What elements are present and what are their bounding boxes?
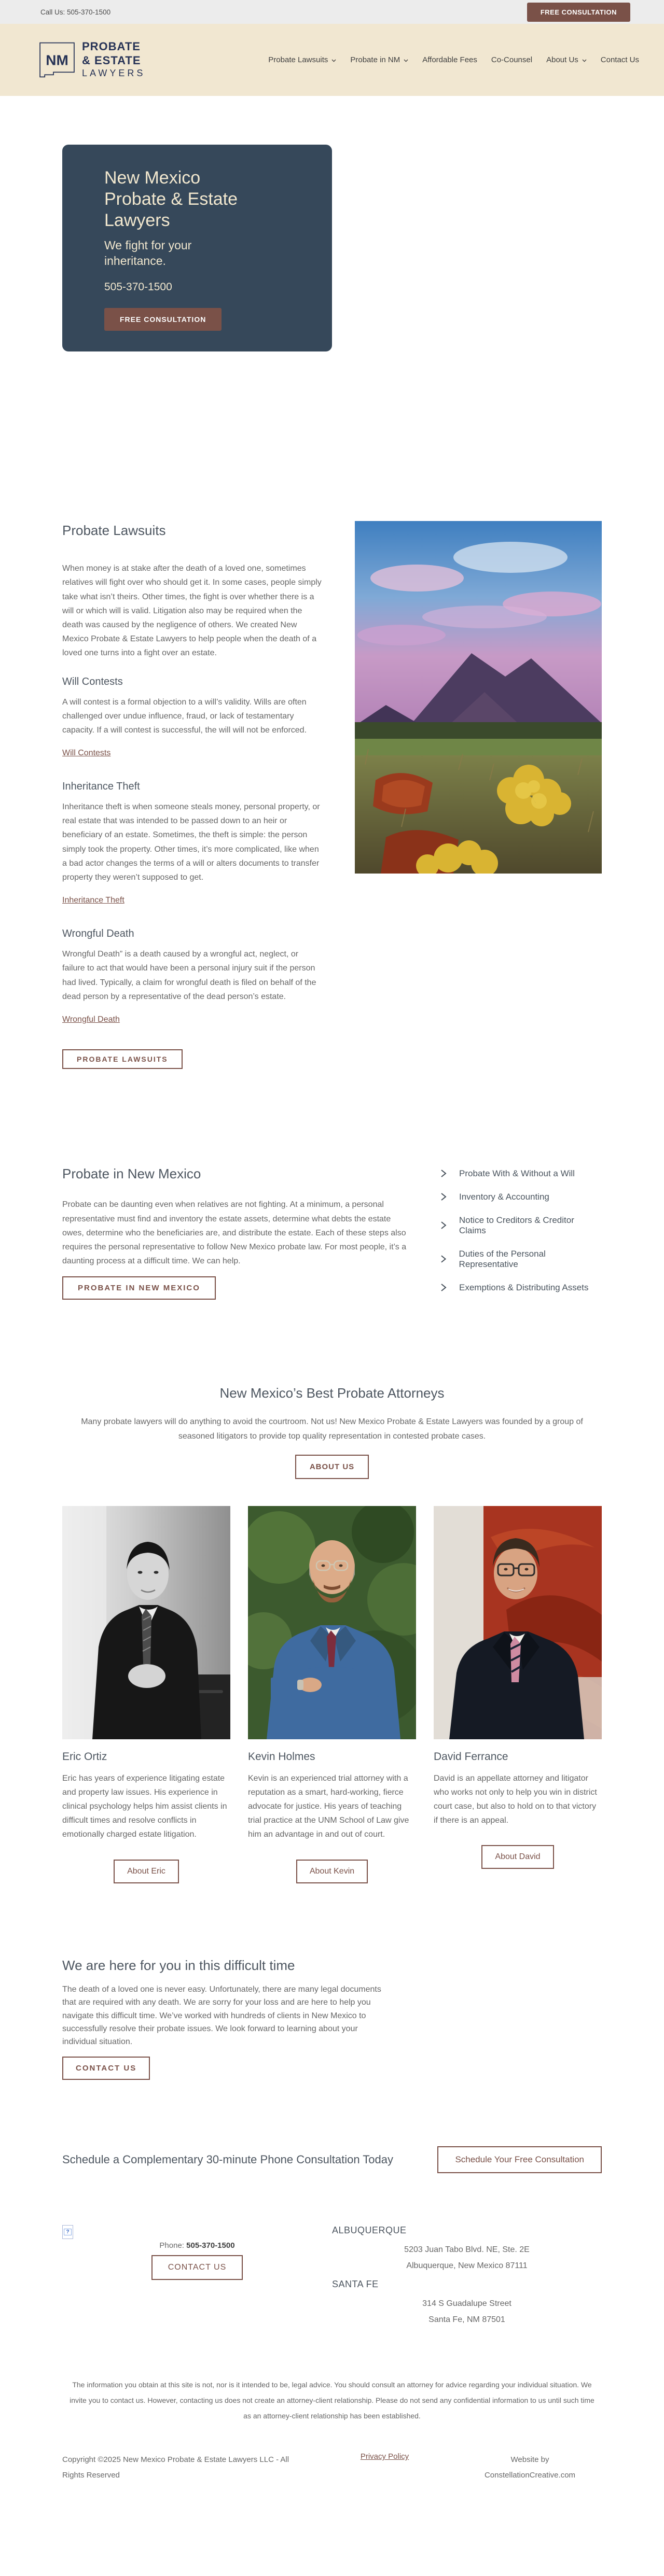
nav-item-probate-lawsuits[interactable]: Probate Lawsuits <box>268 55 336 64</box>
legal-disclaimer: The information you obtain at this site is not, nor is it intended to be, legal advice. You should consult an attorney for advice regarding your individual situation. We invite you to contact us. However, contacting us does not create an attorney-client relationship. Please do not send any confidential information to us until such time as an attorney-client relationship has been established. <box>70 2380 594 2420</box>
wrongful-death-link[interactable]: Wrongful Death <box>62 1015 120 1024</box>
help-contact-us-button[interactable]: CONTACT US <box>62 2057 150 2080</box>
help-section <box>0 1956 664 2147</box>
link-probate-with-without-will[interactable]: Probate With & Without a Will <box>440 1169 602 1179</box>
footer-bottom-row <box>62 2452 602 2518</box>
wrongful-death-body: Wrongful Death” is a death caused by a wrongful act, neglect, or failure to act that would have been a personal injury suit if the person had lived. Typically, a claim for wrongful death is filed on behalf of the dead person by a representative of the dead person’s estate. <box>62 950 316 1001</box>
about-eric-button[interactable]: About Eric <box>114 1860 179 1883</box>
footer <box>0 2225 664 2518</box>
attorney-card-david-ferrance <box>434 1506 602 1883</box>
attorney-card-kevin-holmes <box>248 1506 416 1883</box>
help-body: The death of a loved one is never easy. Unfortunately, there are many legal documents that are required with any death. We are sorry for your loss and are here to help you navigate this difficult time. We’ve worked with hundreds of clients in New Mexico to successfully resolve their probate issues. We look forward to learning about your individual situation. <box>62 1985 381 2047</box>
nav-item-co-counsel[interactable]: Co-Counsel <box>491 55 533 64</box>
wrongful-death-heading: Wrongful Death <box>62 928 134 940</box>
attorney-name-eric-ortiz: Eric Ortiz <box>62 1750 107 1763</box>
logo-wordmark <box>82 40 145 79</box>
footer-address-santa-fe: 314 S Guadalupe Street Santa Fe, NM 87501 <box>422 2299 511 2324</box>
footer-locations-column <box>332 2225 602 2328</box>
about-david-button[interactable]: About David <box>481 1845 554 1869</box>
cta-title: Schedule a Complementary 30-minute Phone Consultation Today <box>62 2153 393 2166</box>
will-contests-heading: Will Contests <box>62 675 123 687</box>
logo-line2: & ESTATE <box>82 53 141 67</box>
nav-item-about-us[interactable]: About Us <box>546 55 587 64</box>
inheritance-theft-body: Inheritance theft is when someone steals money, personal property, or real estate that was intended to be passed down to an heir or beneficiary of an estate. Sometimes, the theft is simple: the person simply took the property. Other times, it’s more complicated, like when a bad actor changes the terms of a will or alters documents to transfer property they weren’t supposed to get. <box>62 803 320 882</box>
attorneys-intro: Many probate lawyers will do anything to avoid the courtroom. Not us! New Mexico Probate & Estate Lawyers was founded by a group of seasoned litigators to provide top quality representation in contested probate cases. <box>81 1417 583 1441</box>
footer-city-santa-fe: SANTA FE <box>332 2279 379 2290</box>
attorney-photo-kevin-holmes <box>248 1506 416 1739</box>
landscape-photo-column <box>355 521 602 874</box>
footer-city-albuquerque: ALBUQUERQUE <box>332 2225 407 2236</box>
attorney-bio-david-ferrance: David is an appellate attorney and litigator who works not only to help you win in district court case, but also to hold on to that victory if there is an appeal. <box>434 1773 597 1825</box>
chevron-right-icon <box>440 1221 447 1230</box>
attorneys-title: New Mexico’s Best Probate Attorneys <box>219 1385 445 1401</box>
chevron-right-icon <box>440 1283 447 1292</box>
will-contests-link[interactable]: Will Contests <box>62 749 111 758</box>
help-title: We are here for you in this difficult time <box>62 1957 295 1973</box>
hero-section <box>0 96 664 460</box>
logo-line1: PROBATE <box>82 40 141 53</box>
inheritance-theft-link[interactable]: Inheritance Theft <box>62 896 125 905</box>
link-exemptions-distributing-assets[interactable]: Exemptions & Distributing Assets <box>440 1283 602 1293</box>
probate-nm-body: Probate can be daunting even when relatives are not fighting. At a minimum, a personal representative must find and inventory the estate assets, determine what debts the estate owes, determine who the beneficiaries are, and distribute the estate. Each of these steps also requires the personal representative to follow New Mexico probate law. For most people, it’s a daunting process at a difficult time. We can help. <box>62 1200 407 1266</box>
top-bar <box>0 0 664 24</box>
attorney-name-kevin-holmes: Kevin Holmes <box>248 1750 315 1763</box>
attorneys-section <box>0 1384 664 1956</box>
site-header <box>0 24 664 96</box>
probate-nm-text-column <box>62 1164 407 1300</box>
new-mexico-landscape-photo <box>355 521 602 874</box>
website-credit: Website by ConstellationCreative.com <box>484 2455 576 2480</box>
topbar-free-consultation-button[interactable]: FREE CONSULTATION <box>527 3 630 22</box>
inheritance-theft-heading: Inheritance Theft <box>62 781 140 793</box>
probate-lawsuits-button[interactable]: PROBATE LAWSUITS <box>62 1049 183 1069</box>
attorney-photo-david-ferrance <box>434 1506 602 1739</box>
chevron-right-icon <box>440 1255 447 1263</box>
probate-lawsuits-section <box>0 460 664 1121</box>
link-notice-creditors[interactable]: Notice to Creditors & Creditor Claims <box>440 1215 602 1236</box>
nav-item-contact-us[interactable]: Contact Us <box>600 55 639 64</box>
broken-image-icon: ? <box>62 2225 73 2239</box>
cta-section <box>0 2146 664 2173</box>
copyright-text: Copyright ©2025 New Mexico Probate & Estate Lawyers LLC - All Rights Reserved <box>62 2455 289 2480</box>
hero-subtitle: We fight for your inheritance. <box>104 238 192 268</box>
probate-lawsuits-title: Probate Lawsuits <box>62 522 166 538</box>
link-inventory-accounting[interactable]: Inventory & Accounting <box>440 1192 602 1202</box>
hero-phone-number: 505-370-1500 <box>104 280 172 293</box>
nav-item-probate-in-nm[interactable]: Probate in NM <box>350 55 408 64</box>
footer-contact-column <box>62 2225 332 2328</box>
probate-nm-title: Probate in New Mexico <box>62 1165 201 1181</box>
nav-item-affordable-fees[interactable]: Affordable Fees <box>422 55 477 64</box>
probate-lawsuits-text-column <box>62 521 322 1069</box>
site-logo[interactable] <box>39 40 145 79</box>
topbar-phone-text: Call Us: 505-370-1500 <box>40 8 111 16</box>
attorney-bio-kevin-holmes: Kevin is an experienced trial attorney with a reputation as a smart, hard-working, fierce advocate for justice. His years of teaching trial practice at the UNM School of Law give him an advantage in and out of court. <box>248 1773 409 1839</box>
footer-contact-us-button[interactable]: CONTACT US <box>151 2255 243 2280</box>
chevron-right-icon <box>440 1192 447 1201</box>
will-contests-body: A will contest is a formal objection to a will’s validity. Wills are often challenged over undue influence, fraud, or lack of testamentary capacity. If a will contest is successful, the will will not be enforced. <box>62 697 307 735</box>
attorney-card-eric-ortiz <box>62 1506 230 1883</box>
new-mexico-state-outline-icon <box>39 41 75 78</box>
probate-lawsuits-intro: When money is at stake after the death of a loved one, sometimes relatives will fight over who should get it. In some cases, people simply take what isn’t theirs. Other times, the fight is over whether there is a will or which will is valid. Litigation also may be required when the death was caused by the negligence of others. We created New Mexico Probate & Estate Lawyers to help people when the death of a loved one turns into a fight over an estate. <box>62 564 322 658</box>
schedule-free-consultation-button[interactable]: Schedule Your Free Consultation <box>437 2146 602 2173</box>
chevron-right-icon <box>440 1169 447 1178</box>
chevron-down-icon <box>582 59 587 62</box>
attorney-bio-eric-ortiz: Eric has years of experience litigating estate and property law issues. His experience in clinical psychology helps him assist clients in difficult times and resolve conflicts in emotionally charged estate litigation. <box>62 1773 227 1839</box>
footer-address-albuquerque: 5203 Juan Tabo Blvd. NE, Ste. 2E Albuquerque, New Mexico 87111 <box>404 2245 530 2270</box>
main-nav <box>268 55 639 64</box>
about-kevin-button[interactable]: About Kevin <box>296 1860 368 1883</box>
link-duties-personal-representative[interactable]: Duties of the Personal Representative <box>440 1249 602 1270</box>
footer-phone: Phone: 505-370-1500 <box>159 2241 235 2250</box>
logo-abbr: NM <box>46 52 68 68</box>
attorneys-row <box>62 1506 602 1883</box>
hero-title: New Mexico Probate & Estate Lawyers <box>104 168 238 230</box>
about-us-button[interactable]: ABOUT US <box>295 1455 369 1479</box>
chevron-down-icon <box>331 59 336 62</box>
probate-nm-links-column <box>440 1164 602 1306</box>
probate-in-nm-section <box>0 1121 664 1384</box>
attorney-name-david-ferrance: David Ferrance <box>434 1750 508 1763</box>
chevron-down-icon <box>404 59 408 62</box>
privacy-policy-link[interactable]: Privacy Policy <box>360 2452 409 2461</box>
probate-in-new-mexico-button[interactable]: PROBATE IN NEW MEXICO <box>62 1276 216 1300</box>
attorney-photo-eric-ortiz <box>62 1506 230 1739</box>
hero-card <box>62 145 332 351</box>
hero-free-consultation-button[interactable]: FREE CONSULTATION <box>104 308 222 331</box>
logo-line3: LAWYERS <box>82 68 146 79</box>
